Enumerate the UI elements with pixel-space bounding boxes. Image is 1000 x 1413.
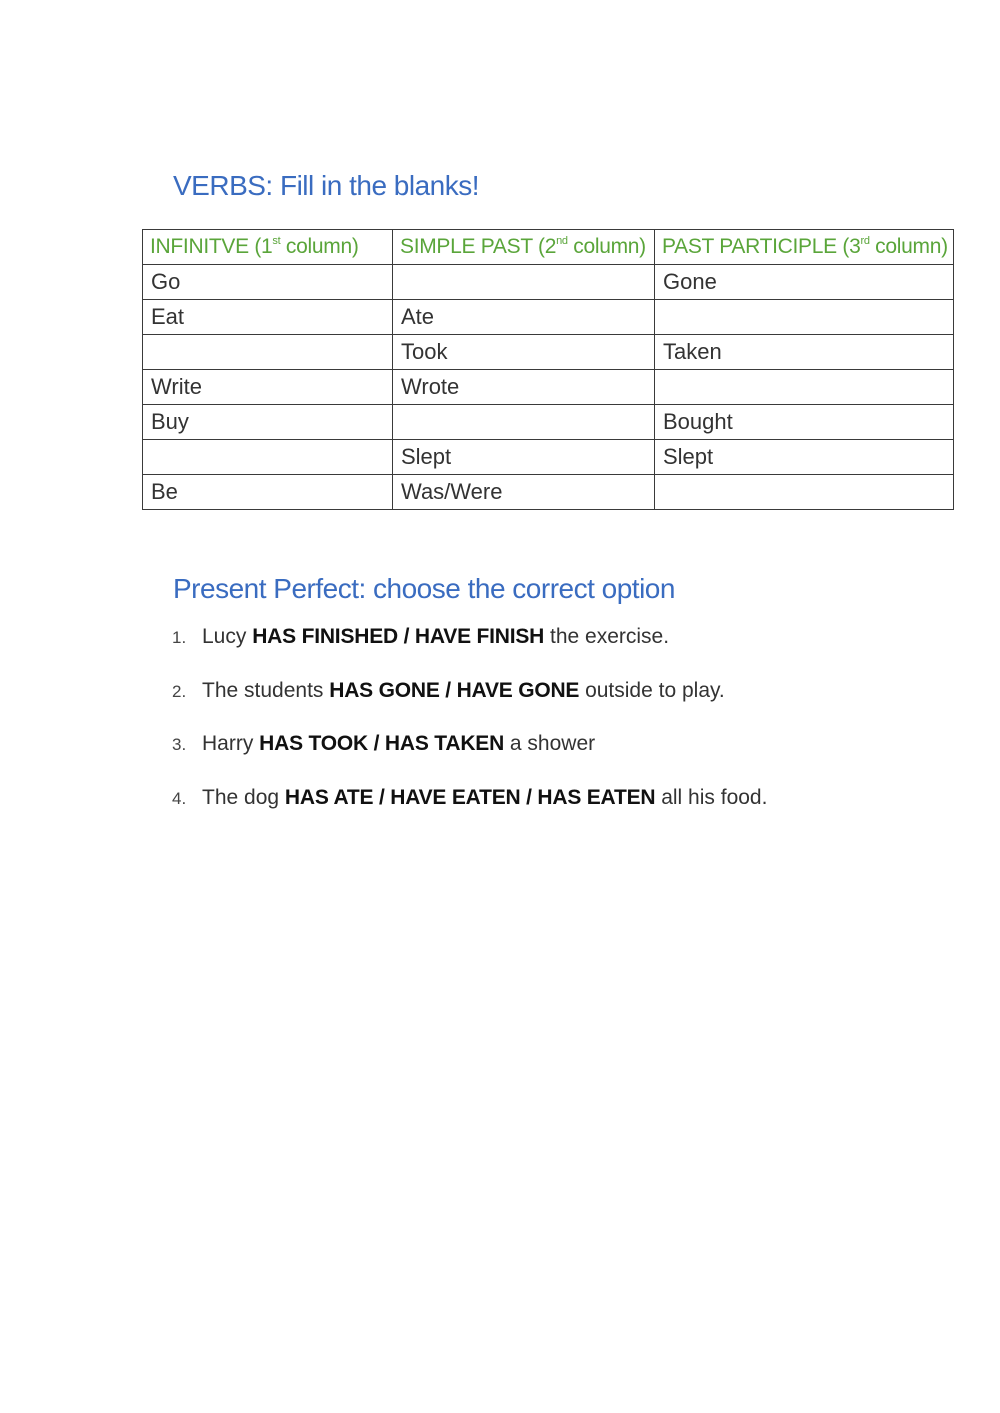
verbs-table xyxy=(142,229,954,510)
item-options[interactable]: HAS TOOK / HAS TAKEN xyxy=(259,732,505,755)
past-participle-cell: Gone xyxy=(655,265,954,300)
item-text-before: The students xyxy=(202,678,330,702)
exercise-list xyxy=(172,625,767,839)
item-number: 1. xyxy=(172,628,187,647)
past-participle-cell: Bought xyxy=(655,405,954,440)
table-header-row xyxy=(143,230,954,265)
simple-past-cell: Was/Were xyxy=(393,475,655,510)
header-simple-past: SIMPLE PAST (2nd column) xyxy=(393,230,655,265)
item-text-before: Lucy xyxy=(202,625,253,648)
infinitive-cell[interactable] xyxy=(143,440,393,475)
item-text-before: Harry xyxy=(202,732,260,755)
table-row xyxy=(143,370,954,405)
past-participle-cell[interactable] xyxy=(655,300,954,335)
item-number: 4. xyxy=(172,788,187,808)
item-options[interactable]: HAS GONE / HAVE GONE xyxy=(329,678,580,702)
table-row xyxy=(143,475,954,510)
simple-past-cell[interactable] xyxy=(393,405,655,440)
table-row xyxy=(143,335,954,370)
item-text-before: The dog xyxy=(202,785,285,809)
item-options[interactable]: HAS FINISHED / HAVE FINISH xyxy=(252,625,545,648)
item-text-after: the exercise. xyxy=(544,625,670,648)
infinitive-cell[interactable] xyxy=(143,335,393,370)
header-infinitive: INFINITVE (1st column) xyxy=(143,230,393,265)
past-participle-cell[interactable] xyxy=(655,370,954,405)
verbs-section-title: VERBS: Fill in the blanks! xyxy=(173,170,480,201)
item-number: 2. xyxy=(172,681,187,701)
table-row xyxy=(143,300,954,335)
infinitive-cell: Go xyxy=(143,265,393,300)
list-item xyxy=(172,679,767,733)
infinitive-cell: Be xyxy=(143,475,393,510)
past-participle-cell: Taken xyxy=(655,335,954,370)
infinitive-cell: Write xyxy=(143,370,393,405)
item-number: 3. xyxy=(172,735,187,754)
simple-past-cell: Wrote xyxy=(393,370,655,405)
item-text-after: outside to play. xyxy=(579,678,725,702)
infinitive-cell: Buy xyxy=(143,405,393,440)
table-row xyxy=(143,405,954,440)
simple-past-cell: Ate xyxy=(393,300,655,335)
item-text-after: a shower xyxy=(504,732,596,755)
item-options[interactable]: HAS ATE / HAVE EATEN / HAS EATEN xyxy=(284,785,656,809)
simple-past-cell[interactable] xyxy=(393,265,655,300)
simple-past-cell: Slept xyxy=(393,440,655,475)
simple-past-cell: Took xyxy=(393,335,655,370)
list-item xyxy=(172,786,767,840)
item-text-after: all his food. xyxy=(655,785,768,809)
infinitive-cell: Eat xyxy=(143,300,393,335)
past-participle-cell: Slept xyxy=(655,440,954,475)
header-past-participle: PAST PARTICIPLE (3rd column) xyxy=(655,230,954,265)
past-participle-cell[interactable] xyxy=(655,475,954,510)
present-perfect-section-title: Present Perfect: choose the correct option xyxy=(173,573,675,604)
table-row xyxy=(143,440,954,475)
table-row xyxy=(143,265,954,300)
list-item xyxy=(172,732,767,786)
list-item xyxy=(172,625,767,679)
